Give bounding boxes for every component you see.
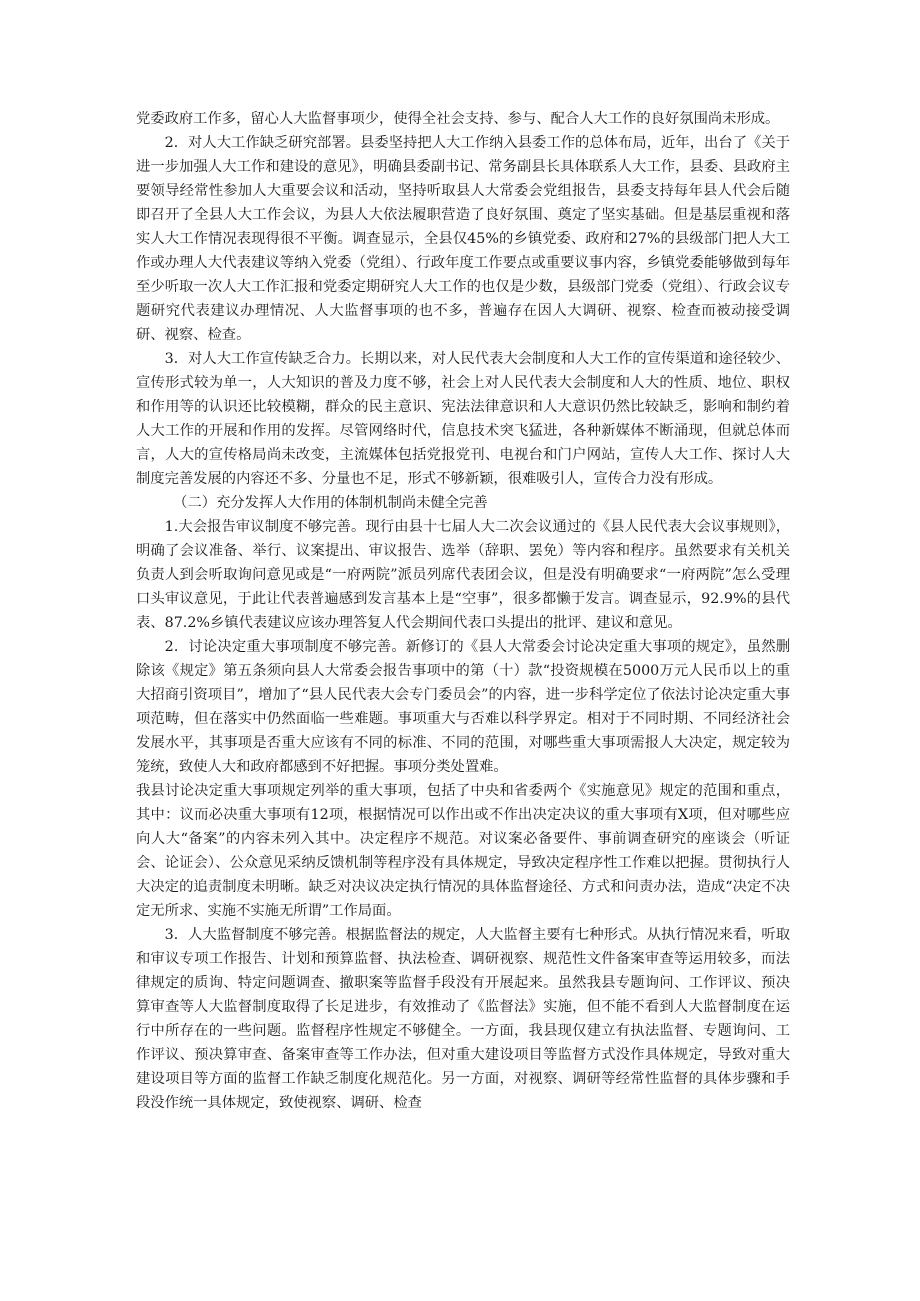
paragraph-item-3-supervision: 3．人大监督制度不够完善。根据监督法的规定，人大监督主要有七种形式。从执行情况来看，听取和审议专项工作报告、计划和预算监督、执法检查、调研视察、规范性文件备案审查等运用较多，而法律规定的质询、特定问题调查、撤职案等监督手段没有开展起来。虽然我县专题询问、工作评议、预决算审查等人大监督制度取得了长足进步，有效推动了《监督法》实施，但不能不看到人大监督制度在运行中所存在的一些问题。监督程序性规定不够健全。一方面，我县现仅建立有执法监督、专题询问、工作评议、预决算审查、备案审查等工作办法，但对重大建设项目等监督方式没作具体规定，导致对重大建设项目等方面的监督工作缺乏制度化规范化。另一方面，对视察、调研等经常性监督的具体步骤和手段没作统一具体规定，致使视察、调研、检查 [136, 927, 790, 1111]
paragraph-item-1-report-review: 1.大会报告审议制度不够完善。现行由县十七届人大二次会议通过的《县人民代表大会议事规则》，明确了会议准备、举行、议案提出、审议报告、选举（辞职、罢免）等内容和程序。虽然要求有关机关负责人到会听取询问意见或是“一府两院”派员列席代表团会议，但是没有明确要求“一府两院”怎么受理口头审议意见，于此让代表普遍感到发言基本上是“空事”，很多都懒于发言。调查显示，92.9%的县代表、87.2%乡镇代表建议应该办理答复人代会期间代表口头提出的批评、建议和意见。 [136, 519, 790, 631]
paragraph-continuation-top: 党委政府工作多，留心人大监督事项少，使得全社会支持、参与、配合人大工作的良好氛围尚未形成。 [136, 111, 780, 127]
paragraph-major-matters-continued: 我县讨论决定重大事项规定列举的重大事项，包括了中央和省委两个《实施意见》规定的范围和重点，其中：议而必决重大事项有12项，根据情况可以作出或不作出决定决议的重大事项有X项，但对哪些应向人大“备案”的内容未列入其中。决定程序不规范。对议案必备要件、事前调查研究的座谈会（听证会、论证会）、公众意见采纳反馈机制等程序没有具体规定，导致决定程序性工作难以把握。贯彻执行人大决定的追责制度未明晰。缺乏对决议决定执行情况的具体监督途径、方式和问责办法，造成“决定不决定无所求、实施不实施无所谓”工作局面。 [136, 783, 790, 919]
paragraph-item-2-research: 2．对人大工作缺乏研究部署。县委坚持把人大工作纳入县委工作的总体布局，近年，出台了《关于进一步加强人大工作和建设的意见》，明确县委副书记、常务副县长具体联系人大工作，县委、县政府主要领导经常性参加人大重要会议和活动，坚持听取县人大常委会党组报告，县委支持每年县人代会后随即召开了全县人大工作会议，为县人大依法履职营造了良好氛围、奠定了坚实基础。但是基层重视和落实人大工作情况表现得很不平衡。调查显示，全县仅45%的乡镇党委、政府和27%的县级部门把人大工作或办理人大代表建议等纳入党委（党组）、行政年度工作要点或重要议事内容，乡镇党委能够做到每年至少听取一次人大工作汇报和党委定期研究人大工作的也仅是少数，县级部门党委（党组）、行政会议专题研究代表建议办理情况、人大监督事项的也不多，普遍存在因人大调研、视察、检查而被动接受调研、视察、检查。 [136, 135, 790, 343]
document-body [136, 107, 790, 1115]
paragraph-item-3-publicity: 3．对人大工作宣传缺乏合力。长期以来，对人民代表大会制度和人大工作的宣传渠道和途径较少、宣传形式较为单一，人大知识的普及力度不够，社会上对人民代表大会制度和人大的性质、地位、职权和作用等的认识还比较模糊，群众的民主意识、宪法法律意识和人大意识仍然比较缺乏，影响和制约着人大工作的开展和作用的发挥。尽管网络时代，信息技术突飞猛进，各种新媒体不断涌现，但就总体而言，人大的宣传格局尚未改变，主流媒体包括党报党刊、电视台和门户网站，宣传人大工作、探讨人大制度完善发展的内容还不多、分量也不足，形式不够新颖，很难吸引人，宣传合力没有形成。 [136, 351, 790, 487]
section-heading-2: （二）充分发挥人大作用的体制机制尚未健全完善 [173, 495, 488, 511]
paragraph-item-2-major-matters: 2．讨论决定重大事项制度不够完善。新修订的《县人大常委会讨论决定重大事项的规定》，虽然删除该《规定》第五条须向县人大常委会报告事项中的第（十）款“投资规模在5000万元人民币以上的重大招商引资项目”，增加了“县人民代表大会专门委员会”的内容，进一步科学定位了依法讨论决定重大事项范畴，但在落实中仍然面临一些难题。事项重大与否难以科学界定。相对于不同时期、不同经济社会发展水平，其事项是否重大应该有不同的标准、不同的范围，对哪些重大事项需报人大决定，规定较为笼统，致使人大和政府都感到不好把握。事项分类处置难。 [136, 639, 790, 775]
